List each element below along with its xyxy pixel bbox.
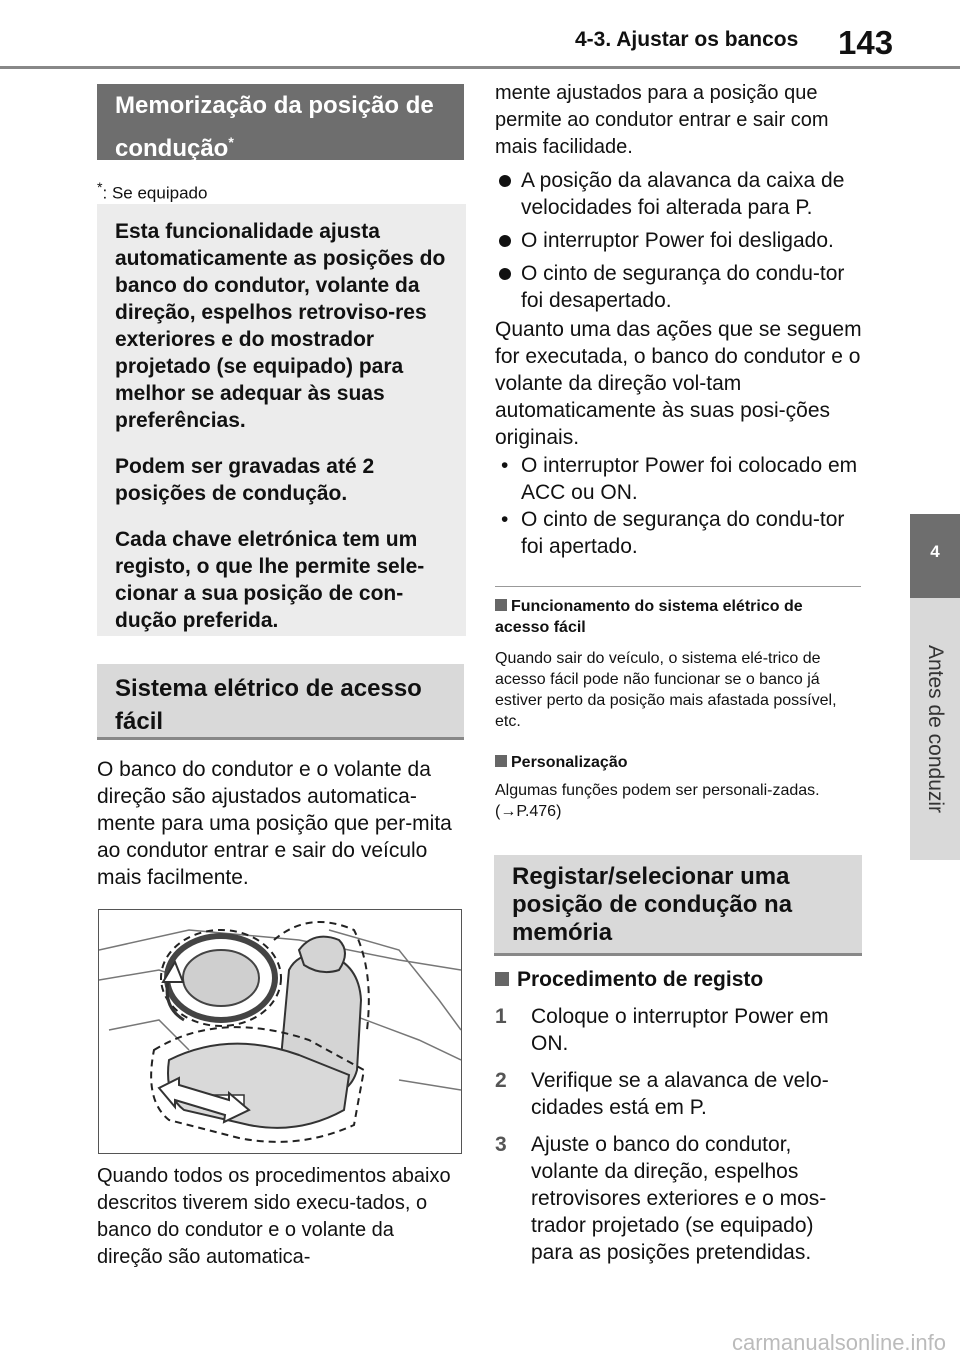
bullet-icon: [499, 235, 511, 247]
list-item: [495, 167, 865, 221]
watermark: carmanualsonline.info: [732, 1330, 947, 1355]
step-text: Verifique se a alavanca de velo-cidades está em P.: [531, 1069, 829, 1119]
procedures-paragraph: Quando todos os procedimentos abaixo descritos tiverem sido execu-tados, o banco do condutor e o volante da direção são automatica-: [97, 1165, 451, 1268]
heading-footnote-mark: *: [228, 134, 234, 150]
footnote-mark: *: [97, 180, 103, 196]
step-number: 2: [495, 1069, 507, 1092]
condition-list: [495, 167, 865, 314]
list-item-text: O interruptor Power foi desligado.: [521, 229, 834, 252]
note-title-text: Funcionamento do sistema elétrico de acesso fácil: [495, 598, 803, 636]
heading-memory-position: [97, 84, 464, 160]
step-item: [495, 1067, 860, 1121]
list-item: [495, 260, 865, 314]
seat-figure: [98, 909, 462, 1154]
bullet-icon: [499, 268, 511, 280]
list-item-text: O cinto de segurança do condu-tor foi apertado.: [521, 508, 845, 558]
divider: [495, 586, 861, 587]
list-item: [495, 452, 863, 506]
heading-register-position: Registar/selecionar uma posição de condução na memória: [494, 855, 862, 956]
list-item-text: O interruptor Power foi colocado em ACC ou ON.: [521, 454, 858, 504]
step-text: Ajuste o banco do condutor, volante da direção, espelhos retrovisores exteriores e o mos-trador projetado (se equipado) para as posições pretendidas.: [531, 1133, 827, 1264]
square-bullet-icon: [495, 755, 507, 767]
note-text: Algumas funções podem ser personali-zadas. (→P.476): [495, 782, 820, 820]
intro-paragraph: Cada chave eletrónica tem um registo, o que lhe permite sele-cionar a sua posição de con-dução preferida.: [115, 528, 425, 632]
intro-box: [97, 204, 466, 636]
step-number: 3: [495, 1133, 507, 1156]
easy-access-paragraph: O banco do condutor e o volante da direção são ajustados automatica-mente para uma posição que per-mita ao condutor entrar e sair do veículo mais facilmente.: [97, 758, 452, 889]
step-text: Coloque o interruptor Power em ON.: [531, 1005, 829, 1055]
note-title-text: Personalização: [511, 754, 628, 771]
list-item-text: O cinto de segurança do condu-tor foi desapertado.: [521, 262, 845, 312]
list-item: [495, 227, 865, 254]
note-title: [495, 596, 855, 638]
step-item: [495, 1131, 860, 1266]
procedure-title: [495, 966, 860, 993]
bullet-dot-icon: •: [501, 454, 509, 477]
note-title: [495, 752, 855, 773]
square-bullet-icon: [495, 972, 509, 986]
list-item-text: A posição da alavanca da caixa de velocidades foi alterada para P.: [521, 169, 845, 219]
chapter-label: Antes de conduzir: [924, 644, 947, 814]
list-item: [495, 506, 863, 560]
heading-easy-access: Sistema elétrico de acesso fácil: [97, 664, 464, 740]
continued-paragraph: mente ajustados para a posição que permite ao condutor entrar e sair com mais facilidade.: [495, 82, 829, 158]
chapter-number: 4: [930, 542, 940, 561]
procedure-title-text: Procedimento de registo: [517, 968, 764, 991]
intro-paragraph: Podem ser gravadas até 2 posições de condução.: [115, 455, 375, 505]
return-conditions: [495, 452, 863, 560]
page-number: 143: [838, 24, 894, 61]
footnote: [97, 178, 207, 204]
bullet-dot-icon: •: [501, 508, 509, 531]
seat-steering-illustration-icon: [99, 910, 461, 1153]
step-number: 1: [495, 1005, 507, 1028]
step-item: [495, 1003, 860, 1057]
header-rule: [0, 66, 960, 69]
section-title: 4-3. Ajustar os bancos: [575, 28, 799, 51]
bullet-icon: [499, 175, 511, 187]
footnote-text: : Se equipado: [102, 183, 208, 203]
steps-list: [495, 1003, 860, 1266]
heading-memory-text: Memorização da posição de condução: [115, 92, 434, 162]
return-paragraph: Quanto uma das ações que se seguem for executada, o banco do condutor e o volante da direção vol-tam automaticamente às suas posi-ções originais.: [495, 318, 862, 449]
intro-paragraph: Esta funcionalidade ajusta automaticamente as posições do banco do condutor, volante da direção, espelhos retroviso-res exteriores e do mostrador projetado (se equipado) para melhor se adequar às suas preferências.: [115, 220, 446, 432]
note-text: Quando sair do veículo, o sistema elé-trico de acesso fácil pode não funcionar se o banco já estiver perto da posição mais afastada possível, etc.: [495, 650, 837, 730]
square-bullet-icon: [495, 599, 507, 611]
